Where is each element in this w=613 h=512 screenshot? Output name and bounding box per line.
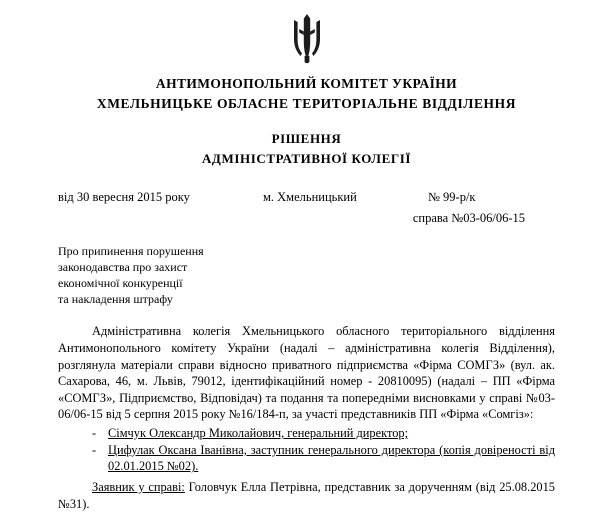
subject-line-1: Про припинення порушення	[58, 244, 204, 259]
subject-line-4: та накладення штрафу	[58, 291, 173, 306]
organization-title	[58, 74, 555, 113]
document-meta-row	[58, 190, 555, 205]
subject-line-2: законодавства про захист	[58, 259, 188, 274]
organization-line-2: ХМЕЛЬНИЦЬКЕ ОБЛАСНЕ ТЕРИТОРІАЛЬНЕ ВІДДІЛЕННЯ	[96, 95, 517, 111]
document-type-line-2: АДМІНІСТРАТИВНОЇ КОЛЕГІЇ	[201, 150, 412, 166]
applicant-label: Заявник у справі:	[92, 479, 185, 494]
participant-name-1: Сімчук Олександр Миколайович, генеральний директор;	[108, 426, 409, 441]
dash-bullet-icon: -	[92, 426, 97, 441]
applicant-value: Головчук Елла Петрівна, представник за дорученням (від 25.08.2015 №31).	[58, 479, 555, 511]
participants-list	[58, 425, 555, 475]
case-number: справа №03-06/06-15	[412, 211, 525, 226]
subject-line-3: економічної конкуренції	[58, 275, 183, 290]
body-paragraph-1: Адміністративна колегія Хмельницького обласного територіального відділення Антимонопольного комітету України (надалі – адміністративна колегія Відділення), розглянула матеріали справи відносно приватного підприємства «Фірма СОМГЗ» (вул. ак. Сахарова, 46, м. Львів, 79012, ідентифікаційний номер - 20810095) (надалі – ПП «Фірма «СОМГЗ», Підприємство, Відповідач) та подання та попередніми висновками у справі №03-06/06-15 від 5 серпня 2015 року №16/184-п, за участі представників ПП «Фірма «Сомгіз»:	[58, 324, 555, 422]
applicant-paragraph	[58, 479, 555, 512]
participant-name-2: Цифулак Оксана Іванівна, заступник генерального директора (копія довіреності від 02.01.2015 №02).	[108, 442, 555, 474]
document-subject	[58, 244, 293, 307]
document-number: № 99-р/к	[428, 190, 476, 205]
document-city: м. Хмельницький	[263, 190, 357, 205]
dash-bullet-icon: -	[92, 442, 97, 457]
list-item	[92, 442, 555, 475]
document-date: від 30 вересня 2015 року	[58, 190, 190, 205]
organization-line-1: АНТИМОНОПОЛЬНИЙ КОМІТЕТ УКРАЇНИ	[155, 76, 458, 91]
document-body	[58, 323, 555, 512]
emblem-container	[58, 0, 555, 66]
document-type	[58, 129, 555, 168]
ukraine-trident-emblem	[287, 12, 327, 66]
list-item	[92, 425, 555, 442]
applicant-block	[58, 479, 555, 512]
document-type-line-1: РІШЕННЯ	[271, 131, 342, 147]
